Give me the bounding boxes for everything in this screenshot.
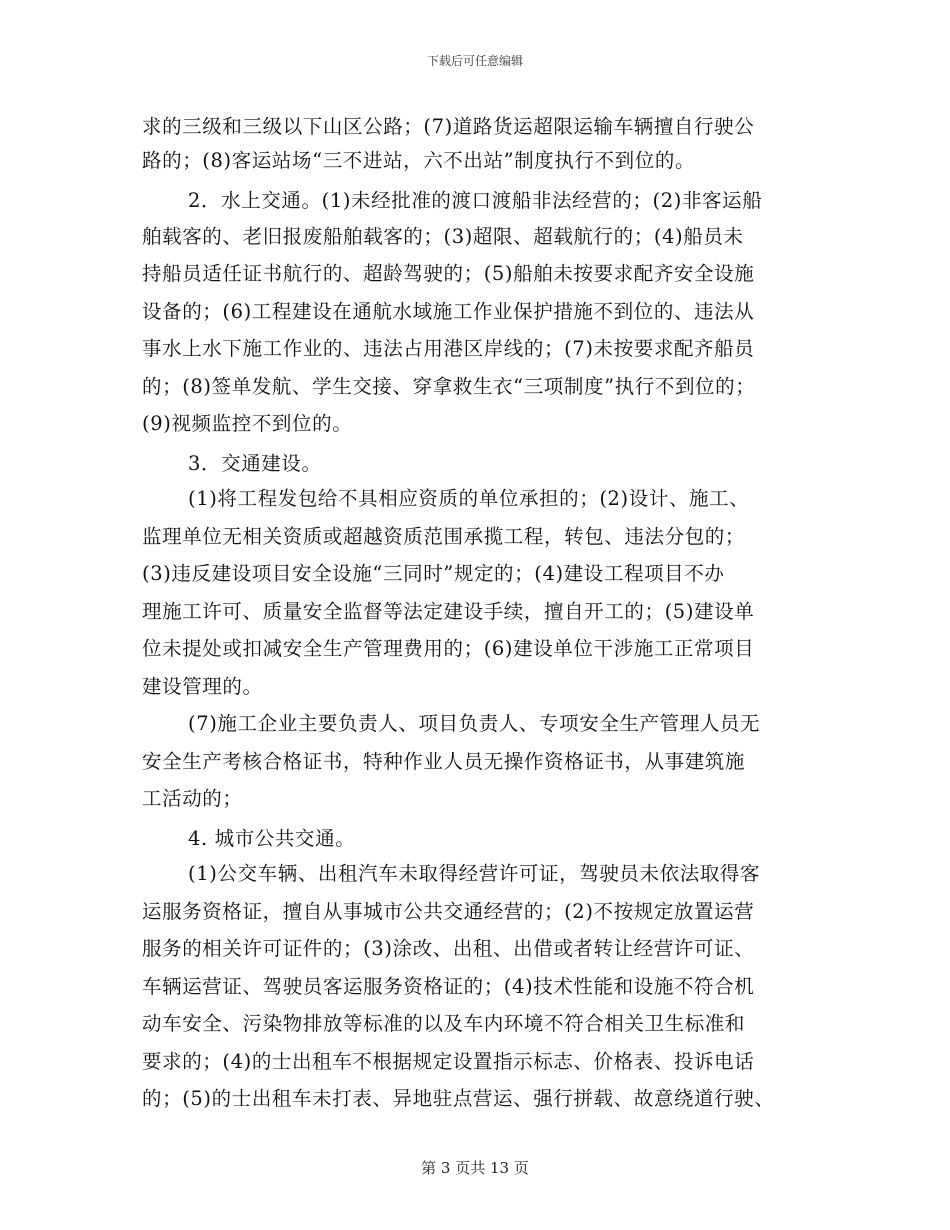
text-line: 要求的；(4)的士出租车不根据规定设置指示标志、价格表、投诉电话 (142, 1050, 755, 1073)
text-line: 求的三级和三级以下山区公路；(7)道路货运超限运输车辆擅自行驶公 (142, 115, 755, 138)
text-line: 的；(5)的士出租车未打表、异地驻点营运、强行拼载、故意绕道行驶、 (142, 1087, 775, 1110)
text-line: 设备的；(6)工程建设在通航水域施工作业保护措施不到位的、违法从 (142, 300, 755, 323)
section-heading: 3．交通建设。 (188, 452, 322, 475)
text-line: 服务的相关许可证件的；(3)涂改、出租、出借或者转让经营许可证、 (142, 937, 755, 960)
page-header: 下载后可任意编辑 (426, 54, 523, 68)
text-line: (9)视频监控不到位的。 (142, 412, 353, 435)
text-line: 理施工许可、质量安全监督等法定建设手续，擅自开工的；(5)建设单 (142, 600, 755, 623)
text-line: 工活动的； (142, 787, 243, 810)
text-line: (1)将工程发包给不具相应资质的单位承担的；(2)设计、施工、 (188, 487, 750, 510)
text-line: (7)施工企业主要负责人、项目负责人、专项安全生产管理人员无 (188, 712, 761, 735)
text-line: 车辆运营证、驾驶员客运服务资格证的；(4)技术性能和设施不符合机 (142, 975, 755, 998)
text-line: 安全生产考核合格证书，特种作业人员无操作资格证书，从事建筑施 (142, 750, 746, 773)
page-footer: 第 3 页共 13 页 (421, 1159, 529, 1177)
section-heading: 4. 城市公共交通。 (188, 827, 356, 850)
text-line: 的；(8)签单发航、学生交接、穿拿救生衣“三项制度”执行不到位的； (142, 375, 756, 398)
text-line: 持船员适任证书航行的、超龄驾驶的；(5)船舶未按要求配齐安全设施 (142, 262, 755, 285)
section-heading: 2．水上交通。(1)未经批准的渡口渡船非法经营的；(2)非客运船 (188, 189, 763, 212)
text-line: 监理单位无相关资质或超越资质范围承揽工程，转包、违法分包的； (142, 525, 746, 548)
text-line: 事水上水下施工作业的、违法占用港区岸线的；(7)未按要求配齐船员 (142, 337, 755, 360)
text-line: (3)违反建设项目安全设施“三同时”规定的；(4)建设工程项目不办 (142, 562, 725, 585)
text-line: (1)公交车辆、出租汽车未取得经营许可证，驾驶员未依法取得客 (188, 862, 761, 885)
text-line: 建设管理的。 (142, 675, 263, 698)
text-line: 舶载客的、老旧报废船舶载客的；(3)超限、超载航行的；(4)船员未 (142, 225, 744, 248)
text-line: 动车安全、污染物排放等标准的以及车内环境不符合相关卫生标准和 (142, 1012, 746, 1035)
text-line: 位未提处或扣减安全生产管理费用的；(6)建设单位干涉施工正常项目 (142, 637, 755, 660)
text-line: 路的；(8)客运站场“三不进站，六不出站”制度执行不到位的。 (142, 149, 696, 172)
text-line: 运服务资格证，擅自从事城市公共交通经营的；(2)不按规定放置运营 (142, 900, 755, 923)
